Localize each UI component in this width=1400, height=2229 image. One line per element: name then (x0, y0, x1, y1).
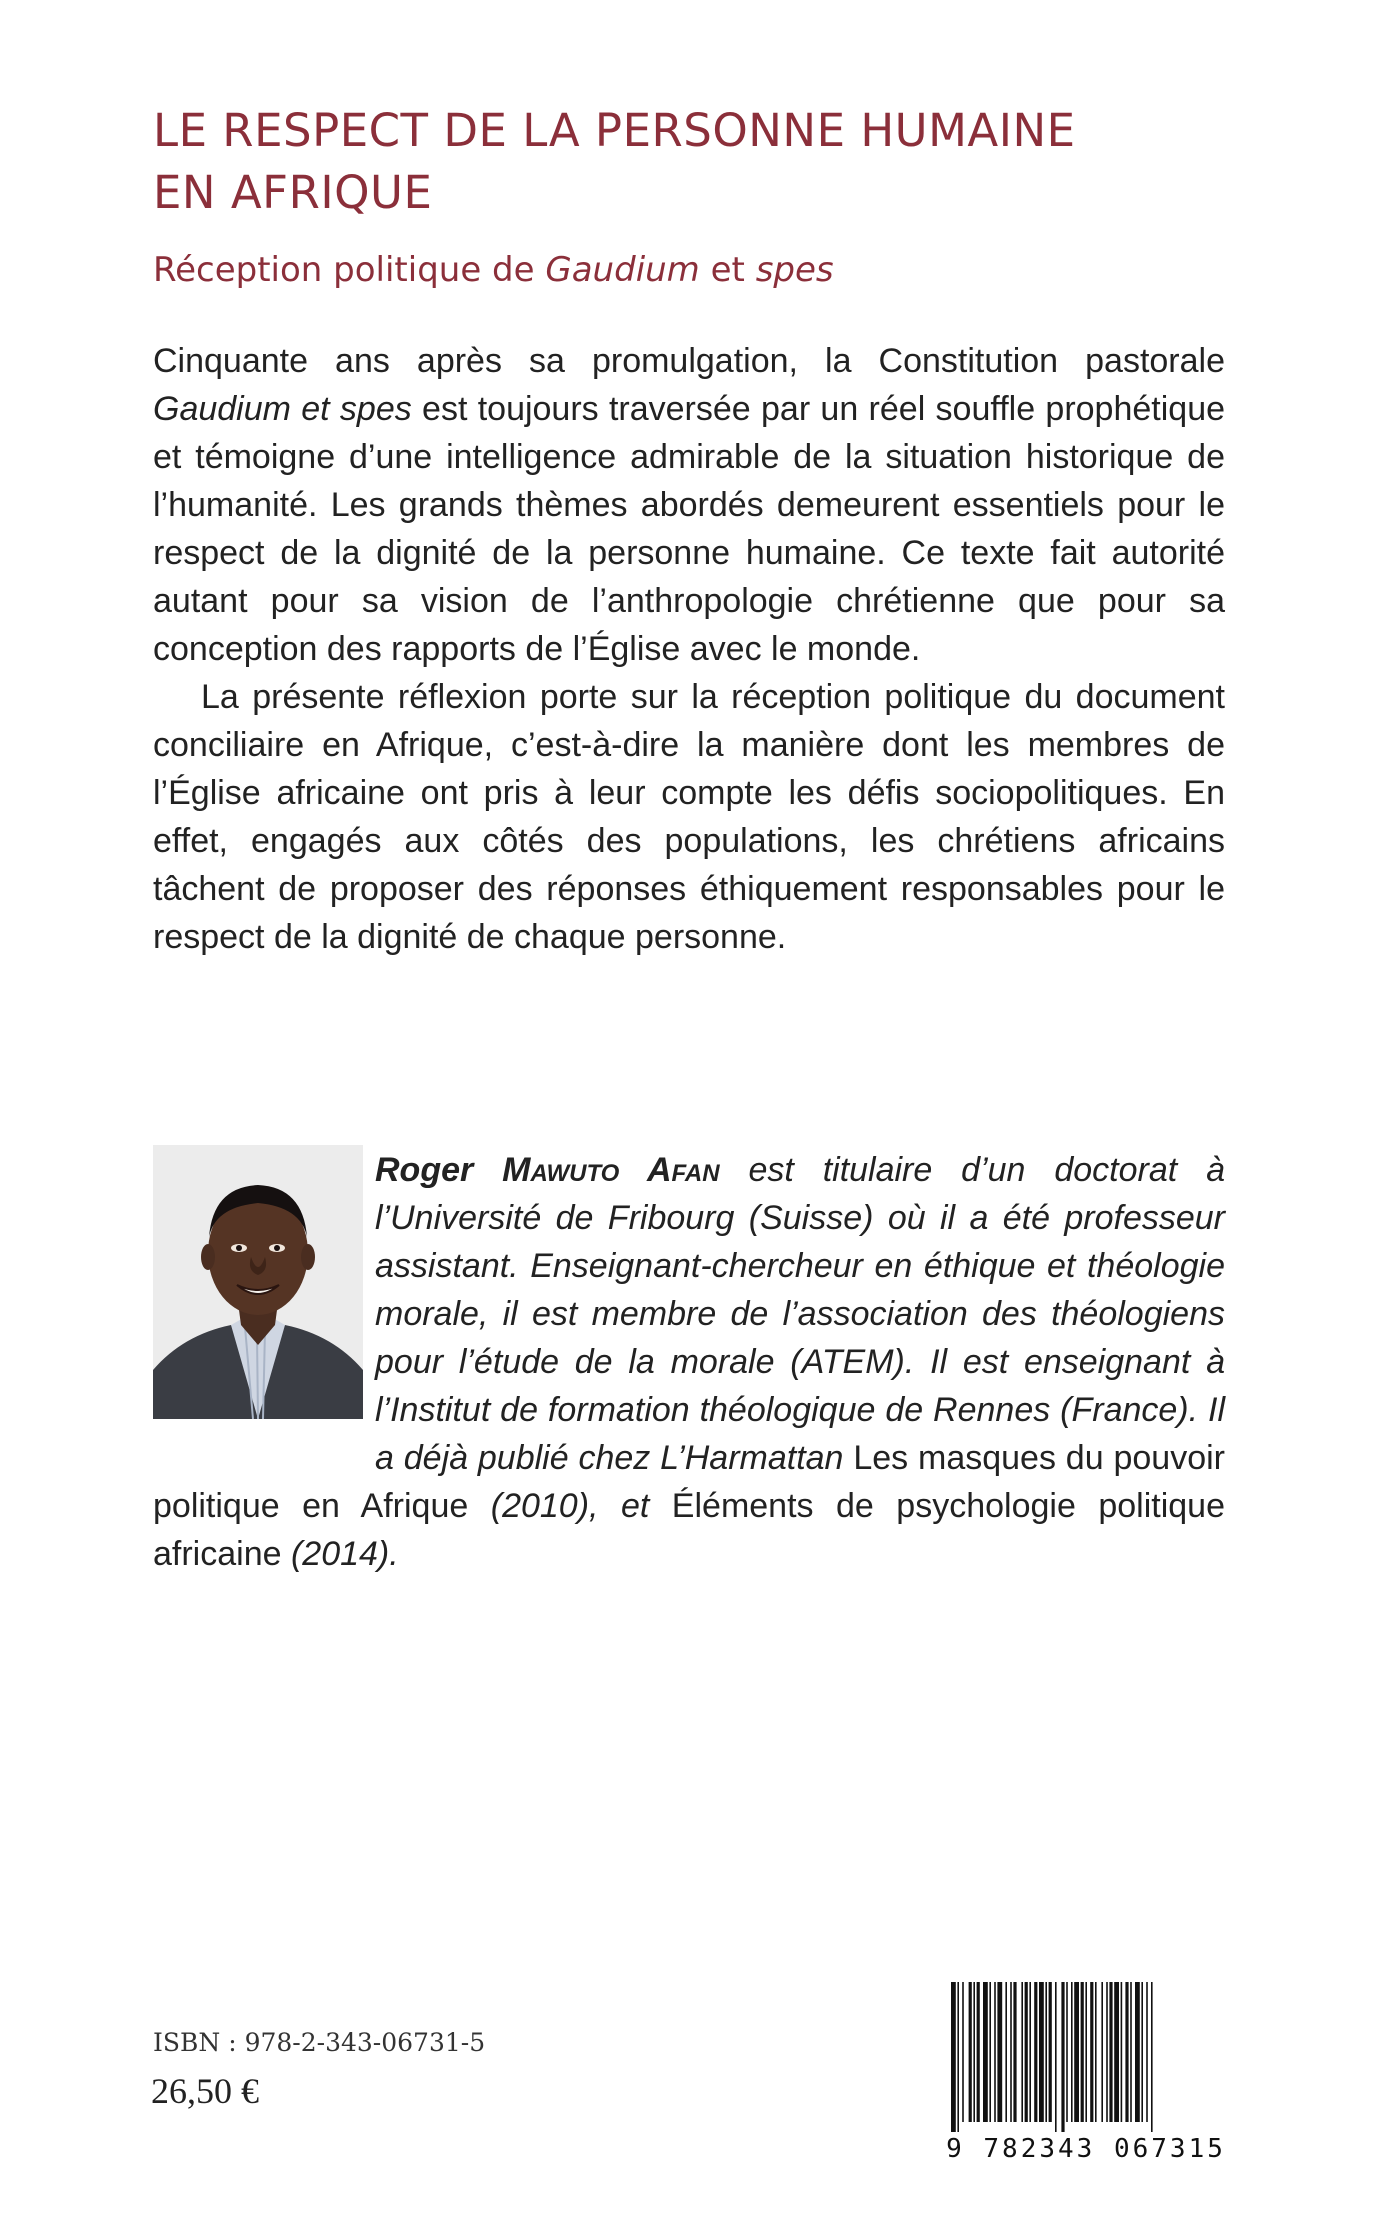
barcode-bar (1114, 1982, 1119, 2122)
subtitle-gaudium: Gaudium (545, 250, 700, 290)
author-name (375, 1151, 720, 1189)
book-title-line-1: LE RESPECT DE LA PERSONNE HUMAINE (153, 104, 1076, 157)
barcode-bar (1045, 1982, 1047, 2122)
barcode-bar (1141, 1982, 1143, 2122)
barcode-bar (1055, 1982, 1057, 2132)
barcode-bar (969, 1982, 972, 2122)
barcode-bar (1106, 1982, 1108, 2122)
isbn-label: ISBN : 978-2-343-06731-5 (153, 2028, 486, 2057)
barcode-bar (1061, 1982, 1064, 2132)
author-book-2-year: (2014). (281, 1535, 399, 1573)
blurb-p1-end: est toujours traversée par un réel souffle prophétique et témoigne d’une intelligence admirable de la situation historique de l’humanité. Les grands thèmes abordés demeurent essentiels pour le respect de la dignité de la personne humaine. Ce texte fait autorité autant pour sa vision de l’anthropologie chrétienne que pour sa conception des rapports de l’Église avec le monde. (153, 390, 1226, 668)
barcode-bar (1049, 1982, 1052, 2122)
barcode-bar (1005, 1982, 1007, 2122)
barcode-bar (1090, 1982, 1093, 2122)
barcode-bar (973, 1982, 975, 2122)
barcode-bar (1025, 1982, 1028, 2122)
barcode-bar (962, 1982, 964, 2122)
author-bio (153, 1146, 1225, 1578)
barcode-bar (1013, 1982, 1016, 2122)
barcode-bar (1081, 1982, 1084, 2122)
barcode-bar (1109, 1982, 1112, 2122)
blurb-paragraph-1 (153, 337, 1225, 673)
barcode-bar (1146, 1982, 1148, 2122)
author-book-1: Les masques du pouvoir politique en Afrique (153, 1439, 1225, 1525)
barcode-digits: 9 782343 067315 (946, 2134, 1226, 2164)
subtitle-part-1: Réception politique de (153, 250, 546, 290)
book-title-line-2: EN AFRIQUE (153, 166, 433, 219)
barcode-bar (1021, 1982, 1023, 2122)
barcode-bar (1029, 1982, 1031, 2122)
blurb-paragraph-2: La présente réflexion porte sur la réception politique du document conciliaire en Afrique, c’est-à-dire la manière dont les membres de l’Église africaine ont pris à leur compte les défis sociopolitiques. En effet, engagés aux côtés des populations, les chrétiens africains tâchent de proposer des réponses éthiquement responsables pour le respect de la dignité de chaque personne. (153, 678, 1225, 956)
author-last-name: Mawuto Afan (502, 1151, 720, 1189)
blurb-p1-start: Cinquante ans après sa promulgation, la Constitution pastorale (153, 342, 1225, 380)
subtitle-part-2: et (699, 250, 756, 290)
barcode-bar (994, 1982, 996, 2122)
barcode-bar (1135, 1982, 1140, 2122)
barcode-bar (957, 1982, 959, 2132)
barcode-bar (1101, 1982, 1103, 2122)
barcode-bar (1151, 1982, 1153, 2132)
blurb-p1-italic: Gaudium et spes (153, 390, 412, 428)
barcode-bar (1130, 1982, 1132, 2122)
barcode-bar (1074, 1982, 1079, 2122)
book-title (153, 100, 1153, 224)
barcode-bar (1125, 1982, 1128, 2122)
barcode-bar (1095, 1982, 1097, 2122)
author-book-2: Éléments de psychologie politique africaine (153, 1487, 1225, 1573)
barcode-bars (943, 1982, 1229, 2132)
author-first-name: Roger (375, 1151, 474, 1189)
price-label: 26,50 € (151, 2071, 259, 2111)
barcode-bar (1071, 1982, 1073, 2122)
barcode-bar (997, 1982, 1002, 2122)
author-bio-text: est titulaire d’un doctorat à l’Université de Fribourg (Suisse) où il a été professeur assistant. Enseignant-chercheur en éthique et théologie morale, il est membre de l’association des théologiens pour l’étude de la morale (ATEM). Il est enseignant à l’Institut de formation théologique de Rennes (France). Il a déjà publié chez L’Harmattan (375, 1151, 1226, 1477)
barcode-bar (989, 1982, 991, 2122)
author-book-1-year: (2010), et (468, 1487, 672, 1525)
barcode-bar (951, 1982, 956, 2132)
photo-spacer (153, 1146, 375, 1436)
barcode-bar (983, 1982, 988, 2122)
barcode (943, 1982, 1229, 2172)
book-blurb (153, 337, 1225, 961)
barcode-bar (1121, 1982, 1123, 2122)
book-subtitle (153, 248, 1153, 292)
barcode-bar (1085, 1982, 1087, 2122)
barcode-bar (1066, 1982, 1068, 2122)
barcode-bar (1034, 1982, 1037, 2122)
barcode-bar (1010, 1982, 1012, 2122)
barcode-bar (1039, 1982, 1044, 2122)
barcode-bar (977, 1982, 980, 2122)
subtitle-spes: spes (755, 250, 834, 290)
